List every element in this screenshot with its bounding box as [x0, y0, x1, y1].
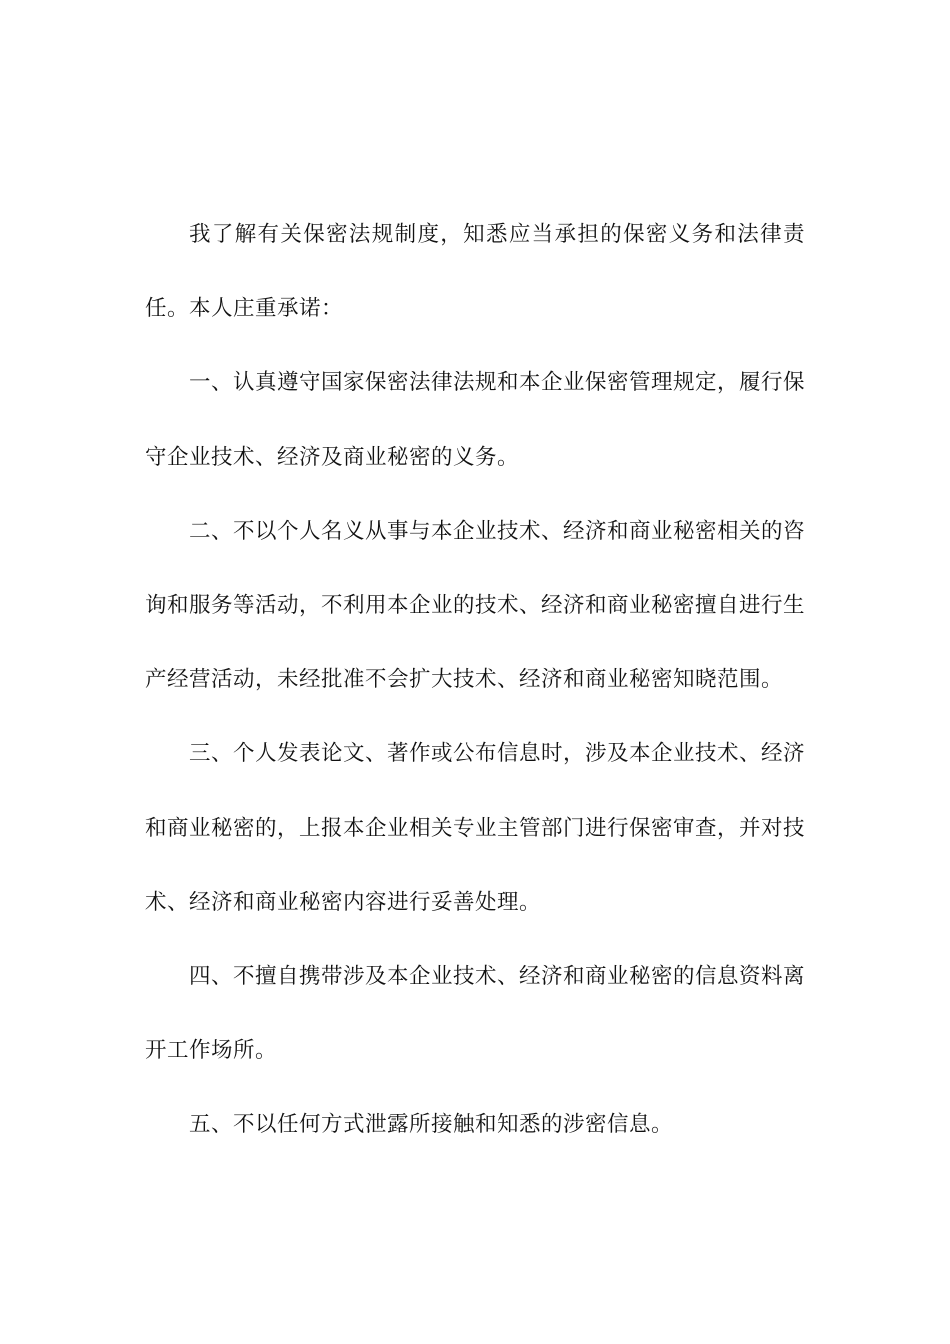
paragraph-intro: 我了解有关保密法规制度，知悉应当承担的保密义务和法律责任。本人庄重承诺： — [145, 222, 805, 322]
paragraph-item-5: 五、不以任何方式泄露所接触和知悉的涉密信息。 — [189, 1112, 674, 1138]
paragraph-item-2: 二、不以个人名义从事与本企业技术、经济和商业秘密相关的咨询和服务等活动，不利用本企业的技术、经济和商业秘密擅自进行生产经营活动，未经批准不会扩大技术、经济和商业秘密知晓范围。 — [145, 518, 806, 693]
document-body — [145, 198, 805, 1163]
paragraph-item-3: 三、个人发表论文、著作或公布信息时，涉及本企业技术、经济和商业秘密的，上报本企业相关专业主管部门进行保密审查，并对技术、经济和商业秘密内容进行妥善处理。 — [145, 741, 806, 915]
paragraph-item-1: 一、认真遵守国家保密法律法规和本企业保密管理规定，履行保守企业技术、经济及商业秘密的义务。 — [145, 370, 806, 470]
paragraph-item-4: 四、不擅自携带涉及本企业技术、经济和商业秘密的信息资料离开工作场所。 — [145, 964, 806, 1064]
